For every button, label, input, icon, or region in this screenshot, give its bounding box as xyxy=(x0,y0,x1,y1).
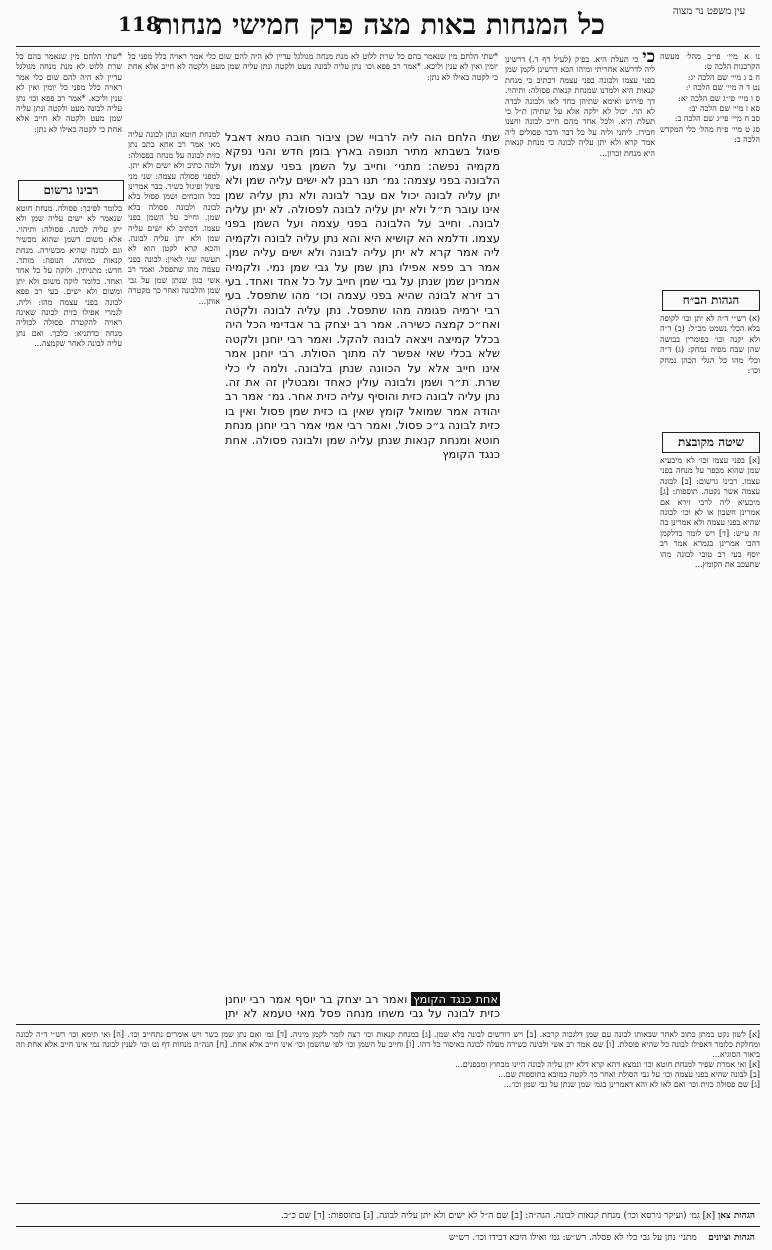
ein-mishpat-label: עין משפט נר מצוה xyxy=(672,6,746,17)
haghot-text: [א] גמ׳ (ועיקר גירסא וכו׳) מנחת קנאות לבונה. הגה״ה: [ב] שם ה״ל לא ישים ולא יתן עליה לבונה. [ג] בתוספות: [ד] שם כ״ב. xyxy=(280,1211,716,1221)
mesorah-line xyxy=(20,1232,755,1243)
rabbeinu-gershom-title: רבינו גרשום xyxy=(18,180,124,201)
left-gloss-top xyxy=(16,52,122,172)
footnote-line: [ג] שם פסולה כזית וכו׳ ואם לאו לא והא דאמרינן בגמ׳ שמן שנתן על גבי שמן וכו׳... xyxy=(503,1080,760,1089)
hagahot-habach-title: הגהות הב״ח xyxy=(662,290,760,311)
gloss-entry: סא ז מיי׳ שם הלכה יב: xyxy=(688,104,760,114)
footnotes-block xyxy=(16,1030,760,1198)
footnote-line: [ב] לבונה שהיא בפני עצמה וכו׳ על גבי הסולת ואחר כך לקטה כמובא בתוספות שם... xyxy=(498,1070,760,1079)
footnote-line: [א] ואי אמרת שפיר למנחת חוטא וכו׳ ונמצא דהא קרא דלא יתן עליה לבונה היינו מבחוץ ומבפנים... xyxy=(455,1060,760,1069)
gloss-entry: נו א מיי׳ פי״ב מהל׳ מעשה הקרבנות הלכה ט: xyxy=(660,52,760,72)
rashi-opening-word: כי xyxy=(642,52,655,67)
haghot-label: הגהות צאן xyxy=(717,1211,755,1221)
haghot-tziyunim xyxy=(20,1210,755,1221)
shita-mekubetzet-title: שיטה מקובצת xyxy=(662,432,760,453)
gloss-entry: ס ו מיי׳ פי״ג שם הלכה יא: xyxy=(678,93,760,103)
gemara-body: שתי הלחם הוה ליה לרבויי שכן ציבור חובה טמא דאבל פיגול בשבתא מתיר תנופה בארץ בומן חדש והני נפקא מקמיה נפשה: מתני׳ וחייב על השמן בפני עצמו ועל הלבונה בפני עצמה: גמ׳ תנו רבנן לא ישים עליה שמן ולא יתן עליה לבונה יכול אם עבר לבונה ולא נתן עליה שמן אינו עובר ת״ל ולא יתן עליה לבונה לפסולה. לא יתן עליה לבונה. וחייב על הלבונה בפני עצמה ועל השמן בפני עצמו. ודלמא הא קושיא היא והא נתן עליה לבונה ולקמיה ליה אמר קרא לא יתן עליה לבונה ולא ישים עליה שמן. אמר רב פפא אפילו נתן שמן על גבי שמן נמי. ולקמיה אמרינן שמן שנתן על גבי שמן חייב על כל אחד ואחד. בעי רב זירא לבונה שהיא בפני עצמה וכו׳ מהו שתפסל. בעי רבי ירמיה פגומה מהו שתפסל. נתן עליה לבונה ולקטה ואח״כ קמצה כשירה. אמר רב יצחק בר אבדימי הכל היה בכלל קמיצה ויצאה לבונה להקל. ואמר רבי יוחנן ולקטה שלא בכלי שאי אפשר לה מתוך הסולת. רבי יוחנן אמר אינו חייב אלא על הכוונה שנתן בלבונה. ולמה לי כלי שרת. ת״ר ושמן ולבונה עולין כאחד ומבטלין זה את זה. נתן עליה לבונה כזית והוסיף עליה כזית אחר. גמ׳ אמר רב יהודה אמר שמואל קומץ שאין בו כזית שמן פסול ואין בו כזית לבונה ג״כ פסול. ואמר רבי אמי אמר רבי יוחנן מנחת חוטא ומנחת קנאות שנתן עליה שמן ולבונה פסולה. אחת כנגד הקומץ xyxy=(225,130,500,461)
page-number: 118 xyxy=(118,12,160,36)
gemara-highlight: אחת כנגד הקומץ xyxy=(413,992,498,1006)
left-gloss-text: *שתי הלחם מין שנאמר בהם כל שרת ללוט לא מנת מנחה מגולגל עדיין לא היה להם שום כלי אמר ראויה כלל מפני כל יומין ואין לא ענין וליכא. *אמר רב פפא וכו׳ נתן עליה לבונה מעט ולקטה ונתן עליה שמן מעט ולקטה לא חייב אלא אחת כי לקטה כאילו לא נתן: xyxy=(16,52,122,134)
gemara-ending: ואמר רב יצחק בר יוסף אמר רבי יוחנן כזית לבונה על גבי משחו מנחה פסל מאי טעמא לא יתן xyxy=(225,992,500,1021)
gloss-entry: ח ב ג מיי׳ שם הלכה יג: xyxy=(687,72,760,82)
rabbeinu-gershom-text: כלומר לפיכך: פסולה. מנחת חוטא שנאמר לא ישים עליה שמן ולא יתן עליה לבונה. פסולה: ותיהוי. אלא משום דשמן שהוא מכשיר וגם לבונה שהיא מכשירה. מנחת קנאות כמותה. תנופה: מותר. חדש: מתניתין. ולוקה על כל אחד ואחד. כלומר לוקה משום ולא יתן ומשום ולא ישים. בעי רב פפא לבונה בפני עצמה מהו: וליה. לגמרי אפילו כזית לבונה שאינה ראויה להקטרה פסולה לכוליה מנחה כדתניא: כלכך. ואם נתן עליה לבונה לאחר שקמצה... xyxy=(16,204,122,349)
chapter-title: כל המנחות באות מצה פרק חמישי מנחות xyxy=(155,8,605,41)
rashi-text: כי תעלת היא. בפ׳ק (לעיל דף ד.) דרשינן ליה לדרשא אחריתי ומיהו הכא דרשינן לקמן שמן בפני עצמו ולבונה בפני עצמה דכתיב כי מנחת קנאות היא ולמדנו שמנחת קנאות פסולה: ותיהוי. דך פירוש ואימא שתיהן בחד לאו ולבונה לבדה לא הוי. יכול לא ילקה אלא על שתיהן ת״ל כי תעלת היא. ולכל אחד מהם חייב לבונה וחצנו חבירו. ליתני וליה על כל דבר ודבר פסולים ליה אמר קרא ולא יתן עליה לבונה כי מנחת קנאות היא מנחת זכרון... xyxy=(505,55,655,158)
rashi-column xyxy=(505,52,655,1012)
page-header xyxy=(0,0,772,44)
footnote-rule xyxy=(16,1024,760,1025)
gloss-entry: נט ד ה מיי׳ שם הלכה י: xyxy=(685,83,760,93)
mesorah-rule xyxy=(16,1226,760,1227)
gloss-entry: סג ט מיי׳ פ״ח מהל׳ כלי המקדש הלכה ב: xyxy=(660,124,760,145)
haghot-rule xyxy=(16,1203,760,1204)
shita-mekubetzet-text: [א] בפני עצמו וכו׳ לא מיבעיא שמן שהוא מכפר על מנחה בפני עצמו. רבינו גרשום: [ב] לבונה עצמה אשר נקטה. תוספות: [ג] מיבעיא ליה לרבי זירא אם אמרינן חשבון או לא וכו׳ לבונה שהיא בפני עצמה ולא אמרינן בה זה ע״ש: [ד] ויש לומר כדלקמן דהכי אמרינן בגמרא אמר רב יוסף בעי רב טובי לבונה מהו שתעכב את הקומץ... xyxy=(660,456,760,570)
hagahot-habach-text: (א) רש״י ד״ה לא יתן וכו׳ לקופה בלא הכלי נשמט מכ״ל: (ב) ד״ה ולא יקנה וכו׳ בפומרין בבושה שהן שבח מפיה נמחק: (ג) ד״ה וכלי מהו כל הגלי הכהן נמחק וכו׳: xyxy=(660,314,760,376)
tosafot-top: *שתי הלחם מין שנאמר בהם כל שרת ללוט לא מנת מנחה מגולגל עדיין לא היה להם שום כלי אמר ראויה כלל מפני כל יומין ואין לא ענין וליכא. *אמר רב פפא וכו׳ נתן עליה לבונה מעט ולקטה ונתן עליה שמן מעט ולקטה לא חייב אלא אחת כי לקטה כאילו לא נתן: xyxy=(128,52,498,82)
gemara-main-text xyxy=(225,130,500,990)
ein-mishpat-column xyxy=(660,52,760,272)
mesorah-label: הגהות וציונים xyxy=(708,1233,755,1243)
gemara-closing xyxy=(225,992,500,1022)
gloss-entry: סב ח מיי׳ פי״ג שם הלכה ב: xyxy=(674,114,760,124)
header-rule xyxy=(16,46,760,47)
mesorah-text: מתני׳ נתן על גבי כלי לא פסלה. רש״ש: גמ׳ ואילו היכא דבידו וכו׳. רש״ש xyxy=(448,1233,697,1243)
tosafot-inner-column: למנחת חוטא ונתן לבונה עליה מאי אמר רב אחא כתב נתן כזית לבונה על מנחה בפסולה: ולמה כתיב ולא ישים ולא יתן. למפני פסולה עצמה: שני מני פיגול ופיגול כשיר. כבר אמרינן בכל הזבחים ושמן פסול בלא לבונה ולבונה פסולה בלא שמן. וחייב על השמן בפני עצמו. דכתיב לא ישים עליה שמן ולא יתן עליה לבונה. והכא קרא לקטן הוא לא תעשה שני לאוין: לבונה בפני עצמה מהו שתפסל. ואמר רב אשי כגון שנתן שמן על גבי שמן והלבונה ואחר כך מקטרה אותן... xyxy=(128,130,220,306)
footnotes-main: [א] לשון נקט במתן כתוב לאחר שבאותו לבונה עם שמן דלגכוה קרבא. [ב] ויש דורשים לבונה בלא שמן. [ג] במנחת קנאות וכו׳ רצה לומר לקמן מיניה. [ד] גמ׳ ואם נתן שמן כשר ויש אומרים נתחייב וכו׳. [ה] ואי תימא וכו׳ רש״י ד״ה לבונה ומחלקת כלומר דאפילו לבונה כל שהיא פוסלת. [ו] שם אמר רב אשי ולבונה כשירה מעלה לבונה באיסור כל דהו. [ז] וחייב על השמן וכו׳ לפי שהשמן וכו׳ אינו חייב אלא אחת. [ח] הגה״ה מנחות דף נט וכו׳ לענין לבונה נמי אינו חייב אלא אחת וזה ביאור הסוגיא... xyxy=(16,1030,760,1059)
